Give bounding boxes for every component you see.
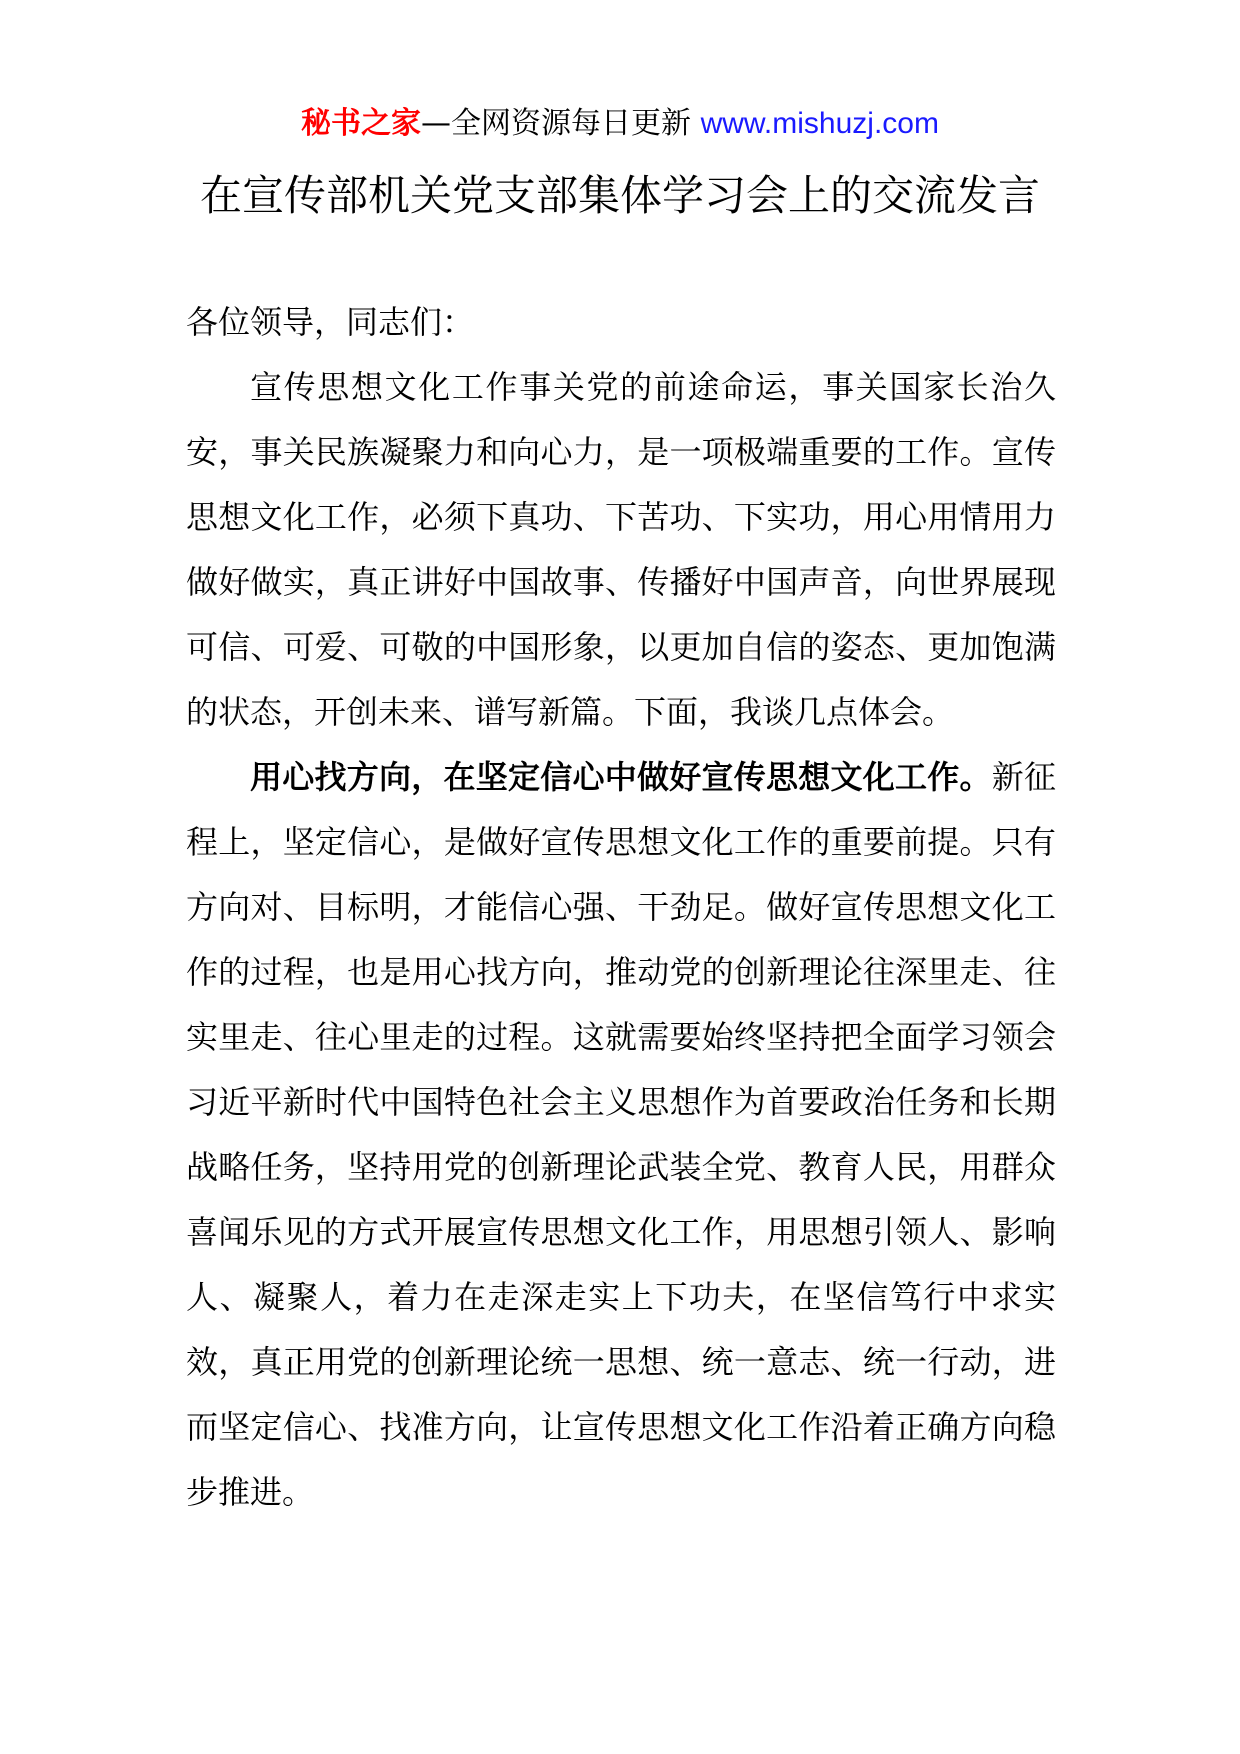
document-body	[186, 290, 1056, 1525]
paragraph	[186, 745, 1056, 1525]
header-tagline: —全网资源每日更新	[421, 106, 701, 141]
paragraph-text: 新征程上，坚定信心，是做好宣传思想文化工作的重要前提。只有方向对、目标明，才能信心强、干劲足。做好宣传思想文化工作的过程，也是用心找方向，推动党的创新理论往深里走、往实里走、往心里走的过程。这就需要始终坚持把全面学习领会习近平新时代中国特色社会主义思想作为首要政治任务和长期战略任务，坚持用党的创新理论武装全党、教育人民，用群众喜闻乐见的方式开展宣传思想文化工作，用思想引领人、影响人、凝聚人，着力在走深走实上下功夫，在坚信笃行中求实效，真正用党的创新理论统一思想、统一意志、统一行动，进而坚定信心、找准方向，让宣传思想文化工作沿着正确方向稳步推进。	[186, 758, 1056, 1511]
paragraph	[186, 355, 1056, 745]
salutation: 各位领导，同志们：	[186, 303, 475, 341]
site-header	[0, 104, 1240, 144]
brand-name: 秘书之家	[301, 106, 422, 141]
paragraph-lead: 用心找方向，在坚定信心中做好宣传思想文化工作。	[250, 758, 992, 796]
site-url-link[interactable]: www.mishuzj.com	[700, 107, 939, 140]
document-title: 在宣传部机关党支部集体学习会上的交流发言	[199, 171, 1040, 220]
paragraph-text: 宣传思想文化工作事关党的前途命运，事关国家长治久安，事关民族凝聚力和向心力，是一项极端重要的工作。宣传思想文化工作，必须下真功、下苦功、下实功，用心用情用力做好做实，真正讲好中国故事、传播好中国声音，向世界展现可信、可爱、可敬的中国形象，以更加自信的姿态、更加饱满的状态，开创未来、谱写新篇。下面，我谈几点体会。	[186, 368, 1056, 731]
